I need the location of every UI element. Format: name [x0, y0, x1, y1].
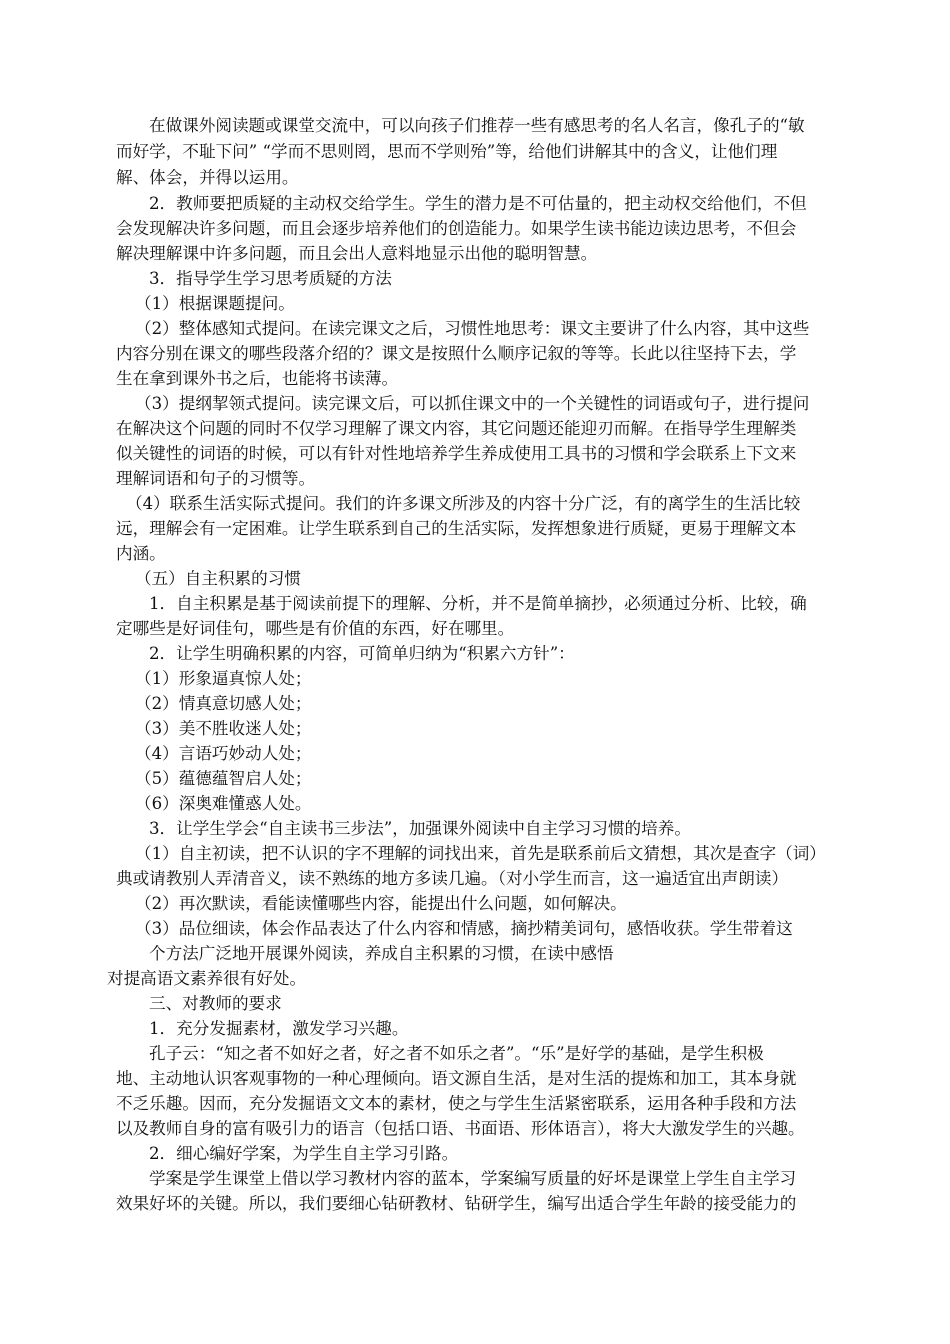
text-line: （2）再次默读，看能读懂哪些内容，能提出什么问题，如何解决。: [135, 894, 627, 913]
text-line: 远，理解会有一定困难。让学生联系到自己的生活实际，发挥想象进行质疑，更易于理解文本: [116, 519, 797, 538]
text-line: （3）提纲挈领式提问。读完课文后，可以抓住课文中的一个关键性的词语或句子，进行提问: [135, 394, 810, 413]
text-line: 学案是学生课堂上借以学习教材内容的蓝本，学案编写质量的好坏是课堂上学生自主学习: [149, 1169, 797, 1188]
text-line: 似关键性的词语的时候，可以有针对性地培养学生养成使用工具书的习惯和学会联系上下文来: [116, 444, 797, 463]
text-line: 孔子云：“知之者不如好之者，好之者不如乐之者”。“乐”是好学的基础，是学生积极: [149, 1044, 764, 1063]
text-line: （1）根据课题提问。: [135, 294, 295, 313]
text-line: 定哪些是好词佳句，哪些是有价值的东西，好在哪里。: [116, 619, 515, 638]
text-line: （4）联系生活实际式提问。我们的许多课文所涉及的内容十分广泛，有的离学生的生活比较: [126, 494, 801, 513]
text-line: 解决理解课中许多问题，而且会出人意料地显示出他的聪明智慧。: [116, 244, 598, 263]
list-item: （6）深奥难懂惑人处。: [135, 794, 312, 813]
text-line: 内涵。: [116, 544, 166, 563]
text-line: 而好学，不耻下问” “学而不思则罔，思而不学则殆”等，给他们讲解其中的含义，让他们理: [116, 142, 778, 161]
text-line: 3．指导学生学习思考质疑的方法: [149, 269, 392, 288]
text-line: （2）整体感知式提问。在读完课文之后，习惯性地思考：课文主要讲了什么内容，其中这些: [135, 319, 810, 338]
text-line: 在做课外阅读题或课堂交流中，可以向孩子们推荐一些有感思考的名人名言，像孔子的“敏: [149, 116, 805, 135]
text-line: 地、主动地认识客观事物的一种心理倾向。语文源自生活，是对生活的提炼和加工，其本身就: [116, 1069, 797, 1088]
section-heading: （五）自主积累的习惯: [135, 569, 301, 588]
text-line: 1．自主积累是基于阅读前提下的理解、分析，并不是简单摘抄，必须通过分析、比较，确: [149, 594, 807, 613]
text-line: 生在拿到课外书之后，也能将书读薄。: [116, 369, 399, 388]
list-item: （4）言语巧妙动人处；: [135, 744, 312, 763]
text-line: （3）品位细读，体会作品表达了什么内容和情感，摘抄精美词句，感悟收获。学生带着这: [135, 919, 793, 938]
text-line: 理解词语和句子的习惯等。: [116, 469, 316, 488]
list-item: （1）形象逼真惊人处；: [135, 669, 312, 688]
section-heading: 三、对教师的要求: [149, 994, 282, 1013]
text-line: 典或请教别人弄清音义，读不熟练的地方多读几遍。（对小学生而言，这一遍适宜出声朗读）: [116, 869, 789, 888]
text-line: 效果好坏的关键。所以，我们要细心钻研教材、钻研学生，编写出适合学生年龄的接受能力的: [116, 1194, 797, 1213]
text-line: 个方法广泛地开展课外阅读，养成自主积累的习惯，在读中感悟: [149, 944, 614, 963]
text-line: 以及教师自身的富有吸引力的语言（包括口语、书面语、形体语言），将大大激发学生的兴趣。: [116, 1119, 805, 1138]
text-line: 内容分别在课文的哪些段落介绍的？课文是按照什么顺序记叙的等等。长此以往坚持下去，学: [116, 344, 797, 363]
list-item: （2）情真意切感人处；: [135, 694, 312, 713]
list-item: （5）蕴德蕴智启人处；: [135, 769, 312, 788]
text-line: 1．充分发掘素材，激发学习兴趣。: [149, 1019, 409, 1038]
text-line: 会发现解决许多问题，而且会逐步培养他们的创造能力。如果学生读书能边读边思考，不但会: [116, 219, 797, 238]
text-line: 不乏乐趣。因而，充分发掘语文文本的素材，使之与学生生活紧密联系，运用各种手段和方法: [116, 1094, 797, 1113]
text-line: 2．让学生明确积累的内容，可简单归纳为“积累六方针”：: [149, 644, 575, 663]
text-line: 在解决这个问题的同时不仅学习理解了课文内容，其它问题还能迎刃而解。在指导学生理解类: [116, 419, 797, 438]
text-line: （1）自主初读，把不认识的字不理解的词找出来，首先是联系前后文猜想，其次是查字（词）: [135, 844, 826, 863]
text-line: 解、体会，并得以运用。: [116, 168, 299, 187]
text-line: 对提高语文素养很有好处。: [107, 969, 307, 988]
list-item: （3）美不胜收迷人处；: [135, 719, 312, 738]
text-line: 2．细心编好学案，为学生自主学习引路。: [149, 1144, 459, 1163]
text-line: 2．教师要把质疑的主动权交给学生。学生的潜力是不可估量的，把主动权交给他们，不但: [149, 194, 807, 213]
text-line: 3．让学生学会“自主读书三步法”，加强课外阅读中自主学习习惯的培养。: [149, 819, 691, 838]
